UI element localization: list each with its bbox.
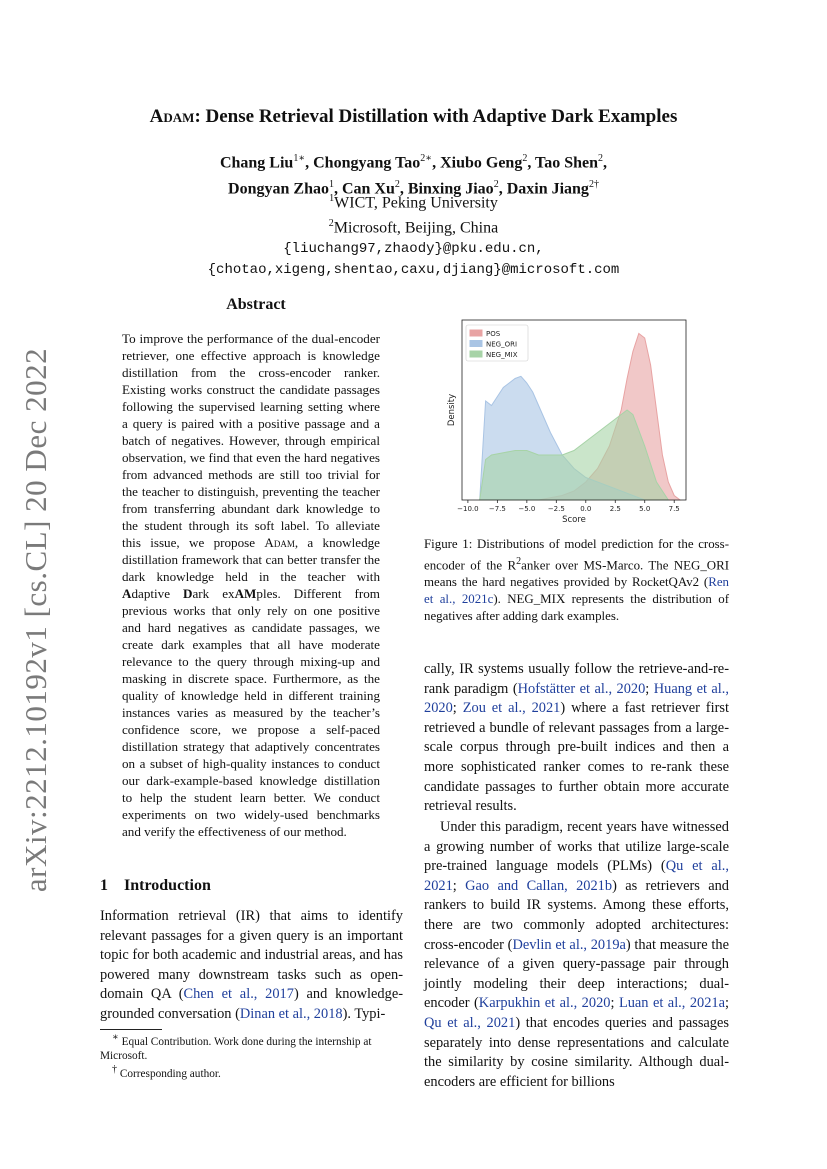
body-text: ; xyxy=(452,877,466,894)
citation-link[interactable]: Dinan et al., 2018 xyxy=(239,1005,343,1022)
author-mark: 2∗ xyxy=(420,153,433,164)
abstract-text: . Different from previous works that only rely on one positive and hard negatives as candidate passages, we create dark examples that all have moderate relevance to the query through mixing-up and masking in discrete space. Furthermore, as the quality of knowledge held in different training instances varies as measured by the teacher’s confidence score, we propose a self-paced distillation strategy that adaptively concentrates on a subset of high-quality instances to conduct our dark-example-based knowledge distillation to help the student learn better. We conduct experiments on two widely-used benchmarks and verify the effectiveness of our method. xyxy=(122,586,380,839)
x-tick-label: −10.0 xyxy=(457,505,479,513)
author-name: , Can Xu xyxy=(333,180,395,198)
acronym-rest: ples xyxy=(256,586,278,601)
affiliation-text: WICT, Peking University xyxy=(334,194,498,212)
footnote-mark: ∗ xyxy=(112,1032,119,1043)
citation-link[interactable]: Qu et al., 2021 xyxy=(424,1014,516,1031)
author-mark: 2† xyxy=(588,179,599,191)
author-line-1 xyxy=(0,148,827,174)
right-column-paragraph-1 xyxy=(424,660,729,817)
x-tick-label: −5.0 xyxy=(518,505,536,513)
x-tick-label: 5.0 xyxy=(639,505,651,513)
author-name: , Xiubo Geng xyxy=(432,154,523,172)
title-system-name: Adam xyxy=(149,106,195,127)
footnote-rule xyxy=(100,1029,162,1030)
citation-link[interactable]: Zou et al., 2021 xyxy=(462,700,561,717)
x-tick-label: −2.5 xyxy=(547,505,565,513)
citation-link[interactable]: Devlin et al., 2019a xyxy=(512,936,626,953)
body-text: ) that encodes queries and passages separately into dense representations and calculate the similarity by cosine similarity. Although dual-encoders are efficient for billions xyxy=(424,1014,729,1090)
body-text: ) and knowledge-grounded conversation ( xyxy=(100,986,404,1022)
author-mark: 2 xyxy=(522,153,528,164)
author-mark: 1∗ xyxy=(293,153,306,164)
title-rest: : Dense Retrieval Distillation with Adaptive Dark Examples xyxy=(194,106,678,127)
x-tick-label: −7.5 xyxy=(488,505,506,513)
caption-superscript: 2 xyxy=(516,556,522,567)
legend-label: NEG_MIX xyxy=(486,351,518,359)
arxiv-sidebar-stamp xyxy=(14,347,58,893)
legend-label: POS xyxy=(486,330,501,338)
caption-text: Figure 1: Distributions of model prediction for the cross-encoder of the R xyxy=(424,537,729,573)
affiliations xyxy=(0,188,827,281)
acronym-rest: ark ex xyxy=(192,586,235,601)
density-chart xyxy=(436,318,736,528)
footnote-text: Equal Contribution. Work done during the internship at Microsoft. xyxy=(100,1035,372,1062)
footnote-2 xyxy=(100,1063,403,1081)
x-tick-label: 2.5 xyxy=(609,505,621,513)
abstract-heading: Abstract xyxy=(226,296,286,313)
acronym-letter: A xyxy=(122,586,132,601)
body-text: Information retrieval (IR) that aims to identify relevant passages for a given query is an important topic for both academic and industrial areas, and has powered many downstream tasks such as open-domain QA ( xyxy=(100,908,403,1003)
acronym-letter: AM xyxy=(234,586,257,601)
citation-link[interactable]: Luan et al., 2021a xyxy=(618,995,726,1012)
affiliation-mark: 2 xyxy=(328,218,334,230)
author-name: Chang Liu xyxy=(219,154,294,172)
author-mark: 1 xyxy=(328,179,334,191)
body-text: ). Typi- xyxy=(342,1005,386,1022)
legend-swatch xyxy=(470,351,482,357)
footnote-1 xyxy=(100,1031,403,1063)
author-name: Dongyan Zhao xyxy=(228,180,329,198)
author-separator: , xyxy=(603,154,608,172)
author-name: , Chongyang Tao xyxy=(305,154,421,172)
x-axis-label: Score xyxy=(562,515,586,525)
citation-link[interactable]: Huang et al., 2020 xyxy=(424,680,729,717)
footnotes xyxy=(100,1031,403,1081)
body-text: ) as retrievers and rankers to build IR systems. Among these efforts, there are two commonly adopted architectures: cross-encoder ( xyxy=(424,877,729,953)
legend-label: NEG_ORI xyxy=(486,340,518,349)
body-text: ) that measure the relevance of a given query-passage pair through jointly modeling their deep interactions; dual-encoder ( xyxy=(424,936,729,1012)
body-text: ) where a fast retriever first retrieved a bundle of relevant passages from a large-scale corpus through pre-built indices and then a more sophisticated ranker comes to re-rank these candidate passages to further obtain more accurate retrieval results. xyxy=(424,700,729,815)
paper-title xyxy=(0,106,827,128)
footnote-text: Corresponding author. xyxy=(117,1067,221,1080)
affiliation-2 xyxy=(0,213,827,238)
citation-link[interactable]: Chen et al., 2017 xyxy=(183,986,294,1003)
abstract-body xyxy=(122,330,380,840)
author-mark: 2 xyxy=(598,153,604,164)
body-text: ; xyxy=(725,995,730,1012)
affiliation-1 xyxy=(0,188,827,213)
citation-link[interactable]: Hofstätter et al., 2020 xyxy=(517,680,646,697)
abstract-text: To improve the performance of the dual-encoder retriever, one effective approach is knowledge distillation from the cross-encoder ranker. Existing works construct the candidate passages following the supervised learning setting where a query is paired with a positive passage and a batch of negatives. However, through empirical observation, we find that even the hard negatives from advanced methods are still too trivial for the teacher to distinguish, preventing the teacher from transferring abundant dark knowledge to the student through its soft label. To alleviate this issue, we propose xyxy=(122,331,380,550)
author-name: , Tao Shen xyxy=(527,154,599,172)
citation-link[interactable]: Gao and Callan, 2021b xyxy=(465,877,613,894)
email-line-1: {liuchang97,zhaody}@pku.edu.cn, xyxy=(283,240,544,257)
x-tick-label: 7.5 xyxy=(668,505,680,513)
legend-swatch xyxy=(470,330,482,336)
introduction-paragraph xyxy=(100,907,403,1025)
body-text: Under this paradigm, recent years have witnessed a growing number of works that utilize large-scale pre-trained language models (PLMs) ( xyxy=(424,819,729,875)
author-name: , Daxin Jiang xyxy=(498,180,589,198)
caption-text: anker over MS-Marco. The NEG_ORI means the hard negatives provided by RocketQAv2 ( xyxy=(424,558,729,590)
acronym-rest: daptive xyxy=(131,586,184,601)
section-title: Introduction xyxy=(124,877,211,894)
abstract-system-name: Adam xyxy=(264,535,295,550)
affiliation-mark: 1 xyxy=(329,193,335,204)
x-tick-label: 0.0 xyxy=(580,505,592,513)
citation-link[interactable]: Ren et al., 2021c xyxy=(424,575,729,607)
arxiv-id: arXiv:2212.10192v1 [cs.CL] 20 Dec 2022 xyxy=(18,347,53,893)
acronym-letter: D xyxy=(183,586,193,601)
section-heading-introduction xyxy=(100,877,211,895)
author-name: , Binxing Jiao xyxy=(399,180,494,198)
citation-link[interactable]: Qu et al., 2021 xyxy=(424,858,730,894)
email-line-2: {chotao,xigeng,shentao,caxu,djiang}@microsoft.com xyxy=(207,261,620,278)
y-axis-label: Density xyxy=(447,393,457,427)
section-number: 1 xyxy=(100,877,108,894)
author-mark: 2 xyxy=(493,179,499,191)
citation-link[interactable]: Karpukhin et al., 2020 xyxy=(478,995,611,1012)
body-text: ; xyxy=(645,680,654,697)
body-text: ; xyxy=(452,700,463,717)
abstract-text: , a knowledge distillation framework that can better transfer the dark knowledge held in the teacher with xyxy=(122,535,380,584)
body-text: cally, IR systems usually follow the retrieve-and-re-rank paradigm ( xyxy=(424,661,729,697)
footnote-mark: † xyxy=(112,1063,117,1075)
figure-caption xyxy=(424,536,729,625)
affiliation-text: Microsoft, Beijing, China xyxy=(333,219,499,237)
body-text: ; xyxy=(610,995,619,1012)
right-column-paragraph-2 xyxy=(424,818,729,1092)
legend-swatch xyxy=(470,341,482,347)
author-mark: 2 xyxy=(394,179,400,191)
caption-text: ). NEG_MIX represents the distribution of negatives after adding dark examples. xyxy=(424,592,729,624)
